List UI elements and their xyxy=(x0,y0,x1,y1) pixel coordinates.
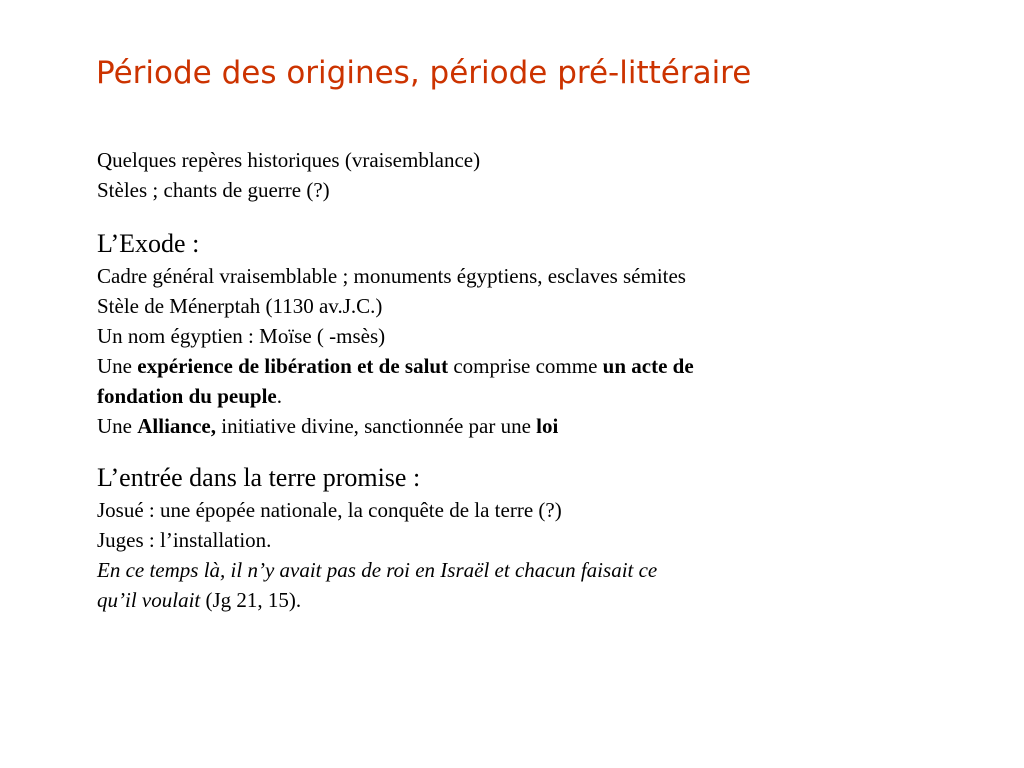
exode-heading: L’Exode : xyxy=(97,229,200,258)
exode-line5 xyxy=(97,381,927,411)
exode-line4 xyxy=(97,351,927,381)
exode-line6-bold-a: Alliance, xyxy=(137,414,216,438)
exode-line4-text-a: Une xyxy=(97,354,138,378)
section1-line1: Quelques repères historiques (vraisemblance) xyxy=(97,148,481,172)
terre-line1: Josué : une épopée nationale, la conquête de la terre (?) xyxy=(97,498,562,522)
slide-body xyxy=(97,145,927,615)
exode-line5-bold: fondation du peuple xyxy=(97,384,277,408)
terre-line2: Juges : l’installation. xyxy=(97,528,272,552)
terre-promise-heading: L’entrée dans la terre promise : xyxy=(97,463,421,492)
section1-line2: Stèles ; chants de guerre (?) xyxy=(97,178,330,202)
slide-title: Période des origines, période pré-littéraire xyxy=(96,55,752,91)
terre-line4 xyxy=(97,585,927,615)
terre-line4-reference: (Jg 21, 15). xyxy=(200,588,302,612)
terre-line3 xyxy=(97,555,927,585)
terre-line4-italic: qu’il voulait xyxy=(97,588,201,612)
exode-line4-bold-a: expérience de libération et de salut xyxy=(137,354,449,378)
terre-line3-italic: En ce temps là, il n’y avait pas de roi en Israël et chacun faisait ce xyxy=(97,558,658,582)
spacer xyxy=(97,205,927,227)
exode-line6-text-b: initiative divine, sanctionnée par une xyxy=(216,414,537,438)
exode-line6-text-a: Une xyxy=(97,414,138,438)
exode-line4-text-b: comprise comme xyxy=(448,354,603,378)
exode-line2: Stèle de Ménerptah (1130 av.J.C.) xyxy=(97,294,383,318)
exode-line1: Cadre général vraisemblable ; monuments égyptiens, esclaves sémites xyxy=(97,264,686,288)
exode-line5-text: . xyxy=(276,384,282,408)
exode-line4-bold-b: un acte de xyxy=(602,354,694,378)
exode-line6-bold-b: loi xyxy=(536,414,559,438)
exode-line6 xyxy=(97,411,927,441)
spacer xyxy=(97,441,927,461)
exode-line3: Un nom égyptien : Moïse ( -msès) xyxy=(97,324,386,348)
